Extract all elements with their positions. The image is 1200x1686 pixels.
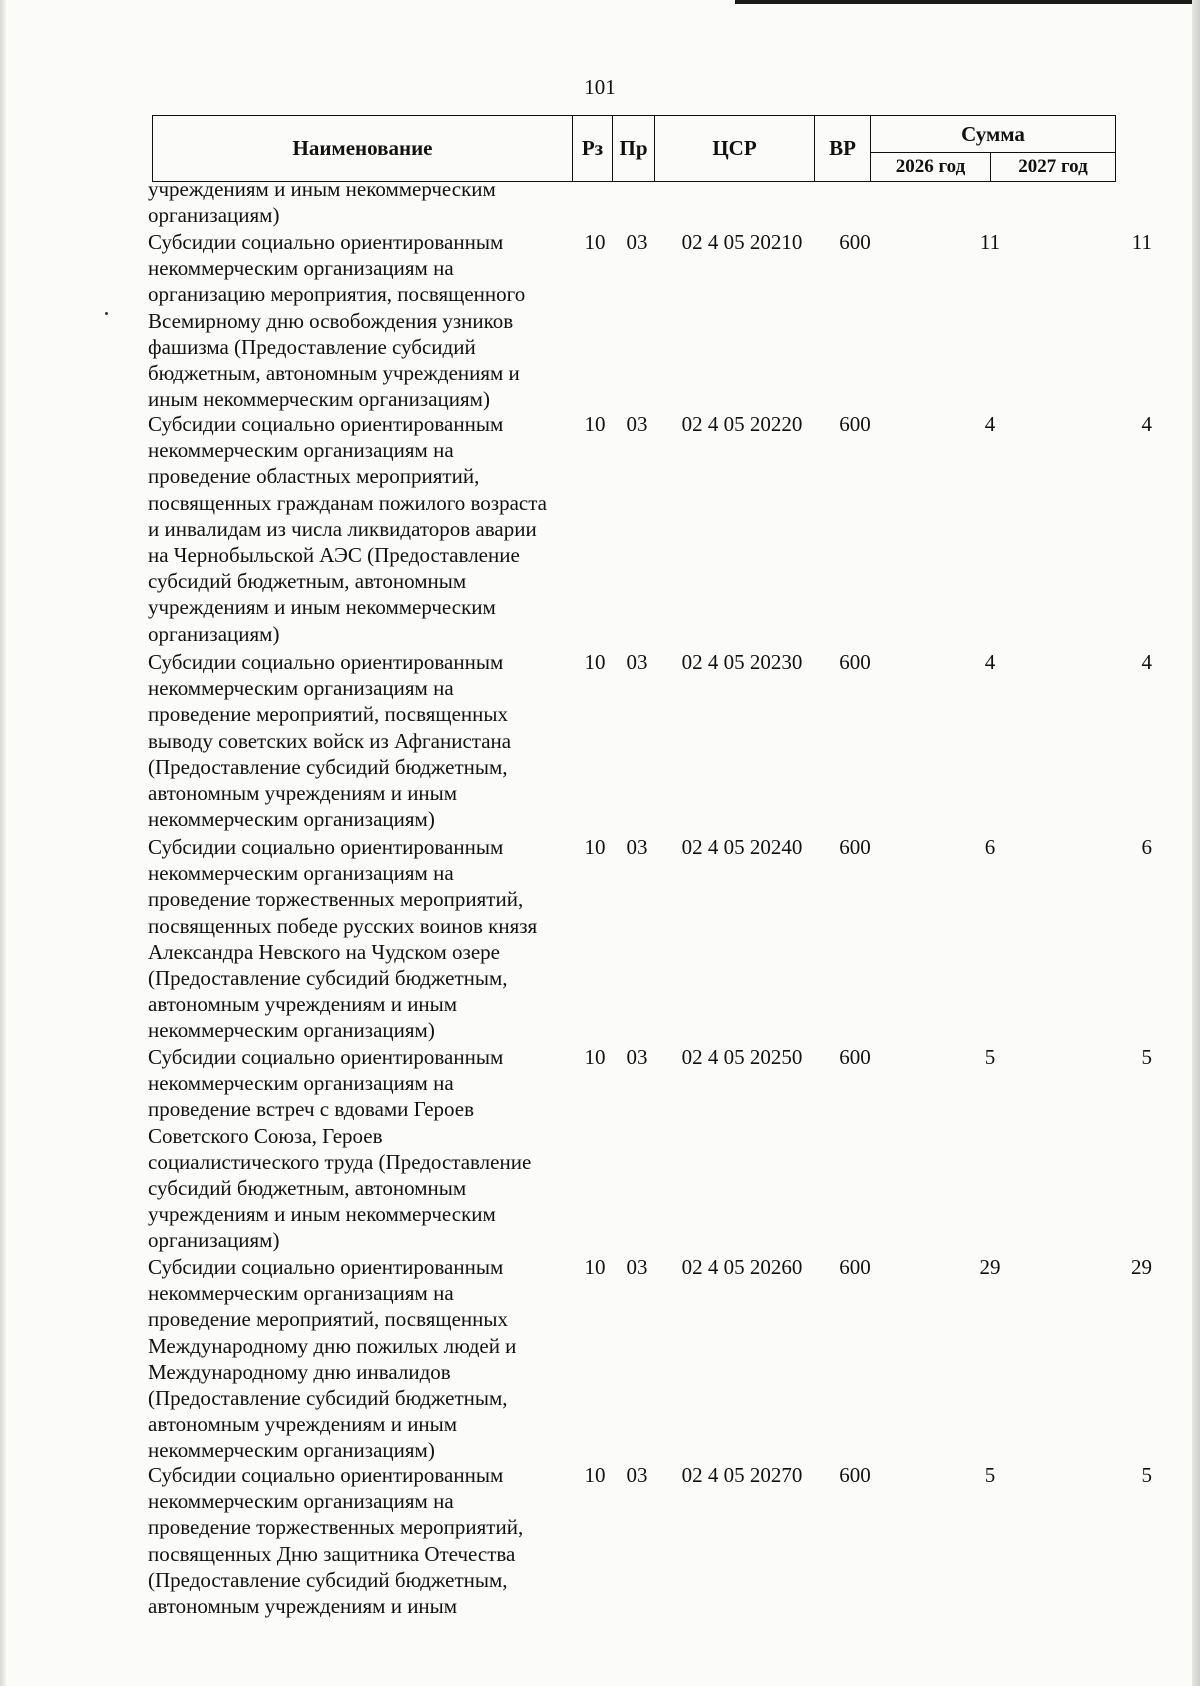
row-pr: 03	[626, 1463, 648, 1487]
row-rz: 10	[584, 1463, 606, 1487]
row-name: Субсидии социально ориентированным некоммерческим организациям на проведение торжественных мероприятий, посвященных Дню защитника Отечества (Предоставление субсидий бюджетным, автономным учреждениям и иным	[148, 1463, 524, 1619]
row-pr: 03	[626, 230, 648, 254]
table-header	[152, 115, 1116, 182]
header-year-2027: 2027 год	[991, 153, 1116, 182]
row-sum-2027: 5	[1141, 1463, 1152, 1487]
scan-edge-left	[0, 0, 6, 1686]
row-name: Субсидии социально ориентированным некоммерческим организациям на проведение областных мероприятий, посвященных гражданам пожилого возраста и инвалидам из числа ликвидаторов аварии на Чернобыльской АЭС (Предоставление субсидий бюджетным, автономным учреждениям и иным некоммерческим организациям)	[148, 412, 547, 646]
row-sum-2027: 11	[1131, 230, 1152, 254]
row-sum-2026: 4	[984, 412, 996, 436]
row-sum-2027: 4	[1141, 650, 1152, 674]
row-sum-2026: 5	[984, 1463, 996, 1487]
row-name: Субсидии социально ориентированным некоммерческим организациям на проведение встреч с вдовами Героев Советского Союза, Героев социалистического труда (Предоставление субсидий бюджетным, автономным учреждениям и иным некоммерческим организациям)	[148, 1045, 532, 1253]
row-name: Субсидии социально ориентированным некоммерческим организациям на организацию мероприятия, посвященного Всемирному дню освобождения узников фашизма (Предоставление субсидий бюджетным, автономным учреждениям и иным некоммерческим организациям)	[148, 230, 526, 412]
row-rz: 10	[584, 412, 606, 436]
row-pr: 03	[626, 650, 648, 674]
row-sum-2026: 4	[984, 650, 996, 674]
scan-edge-top	[735, 0, 1200, 4]
row-sum-2026: 5	[984, 1045, 996, 1069]
row-name: Субсидии социально ориентированным некоммерческим организациям на проведение мероприятий, посвященных выводу советских войск из Афганистана (Предоставление субсидий бюджетным, автономным учреждениям и иным некоммерческим организациям)	[148, 650, 512, 832]
row-csr: 02 4 05 20270	[681, 1463, 803, 1487]
row-pr: 03	[626, 1045, 648, 1069]
header-sum: Сумма	[871, 116, 1116, 153]
row-csr: 02 4 05 20240	[681, 835, 803, 859]
header-rz: Рз	[573, 116, 613, 182]
row-vr: 600	[839, 835, 871, 859]
row-sum-2027: 6	[1141, 835, 1152, 859]
row-rz: 10	[584, 1255, 606, 1279]
row-sum-2027: 4	[1141, 412, 1152, 436]
row-vr: 600	[839, 1463, 871, 1487]
page-number: 101	[584, 75, 616, 99]
header-csr: ЦСР	[655, 116, 815, 182]
row-vr: 600	[839, 1045, 871, 1069]
row-csr: 02 4 05 20250	[681, 1045, 803, 1069]
row-csr: 02 4 05 20220	[681, 412, 803, 436]
row-name: Субсидии социально ориентированным некоммерческим организациям на проведение мероприятий, посвященных Международному дню пожилых людей и Международному дню инвалидов (Предоставление субсидий бюджетным, автономным учреждениям и иным некоммерческим организациям)	[148, 1255, 517, 1463]
row-csr: 02 4 05 20230	[681, 650, 803, 674]
row-csr: 02 4 05 20260	[681, 1255, 803, 1279]
row-pr: 03	[626, 412, 648, 436]
header-vr: ВР	[815, 116, 871, 182]
row-pr: 03	[626, 835, 648, 859]
row-name: Субсидии социально ориентированным некоммерческим организациям на проведение торжественных мероприятий, посвященных победе русских воинов князя Александра Невского на Чудском озере (Предоставление субсидий бюджетным, автономным учреждениям и иным некоммерческим организациям)	[148, 835, 538, 1043]
row-name: учреждениям и иным некоммерческим организациям)	[148, 177, 496, 228]
row-sum-2026: 29	[979, 1255, 1001, 1279]
row-vr: 600	[839, 230, 871, 254]
row-rz: 10	[584, 230, 606, 254]
row-pr: 03	[626, 1255, 648, 1279]
header-pr: Пр	[613, 116, 655, 182]
row-sum-2027: 5	[1141, 1045, 1152, 1069]
scan-edge-right	[1192, 0, 1200, 1686]
header-year-2026: 2026 год	[871, 153, 991, 182]
row-csr: 02 4 05 20210	[681, 230, 803, 254]
row-sum-2026: 6	[984, 835, 996, 859]
row-sum-2026: 11	[979, 230, 1001, 254]
row-rz: 10	[584, 835, 606, 859]
row-vr: 600	[839, 1255, 871, 1279]
row-sum-2027: 29	[1131, 1255, 1152, 1279]
row-rz: 10	[584, 1045, 606, 1069]
row-vr: 600	[839, 412, 871, 436]
row-vr: 600	[839, 650, 871, 674]
scan-speck	[105, 312, 108, 315]
header-name: Наименование	[153, 116, 573, 182]
row-rz: 10	[584, 650, 606, 674]
